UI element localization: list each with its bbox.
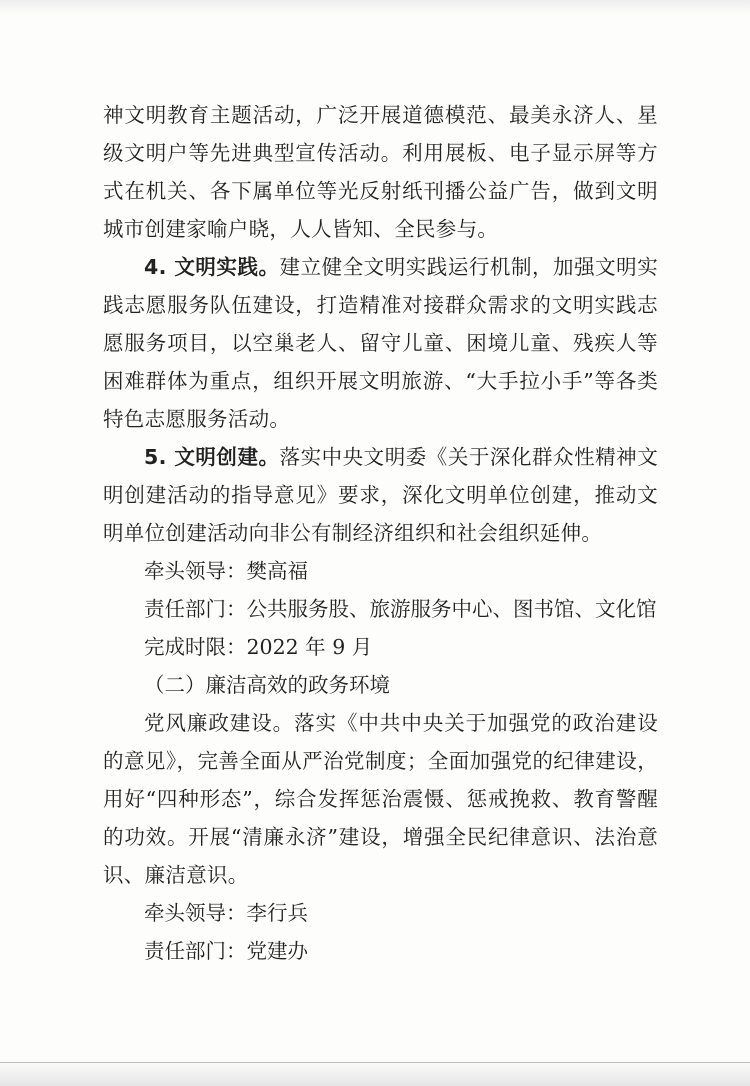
item-4-paragraph bbox=[103, 248, 658, 438]
scan-bottom-shadow bbox=[0, 1060, 750, 1086]
item-4-text: 建立健全文明实践运行机制，加强文明实践志愿服务队伍建设，打造精准对接群众需求的文明实践志愿服务项目，以空巢老人、留守儿童、困境儿童、残疾人等困难群体为重点，组织开展文明旅游、“大手拉小手”等各类特色志愿服务活动。 bbox=[103, 255, 658, 431]
paragraph-continuation: 神文明教育主题活动，广泛开展道德模范、最美永济人、星级文明户等先进典型宣传活动。利用展板、电子显示屏等方式在机关、各下属单位等光反射纸刊播公益广告，做到文明城市创建家喻户晓，人人皆知、全民参与。 bbox=[103, 103, 658, 241]
scan-bottom-line bbox=[0, 1062, 750, 1063]
lead-leader-1: 牵头领导：樊高福 bbox=[144, 559, 308, 583]
document-body bbox=[103, 96, 658, 970]
responsible-department-1: 责任部门：公共服务股、旅游服务中心、图书馆、文化馆 bbox=[144, 597, 657, 621]
section-2-paragraph: 党风廉政建设。落实《中共中央关于加强党的政治建设的意见》，完善全面从严治党制度；全面加强党的纪律建设，用好“四种形态”，综合发挥惩治震慑、惩戒挽救、教育警醒的功效。开展“清廉永济”建设，增强全民纪律意识、法治意识、廉洁意识。 bbox=[103, 711, 658, 887]
item-5-text: 落实中央文明委《关于深化群众性精神文明创建活动的指导意见》要求，深化文明单位创建，推动文明单位创建活动向非公有制经济组织和社会组织延伸。 bbox=[103, 445, 658, 545]
lead-leader-2: 牵头领导：李行兵 bbox=[144, 901, 308, 925]
responsible-department-2: 责任部门：党建办 bbox=[144, 939, 308, 963]
item-5-paragraph bbox=[103, 438, 658, 552]
scan-top-shadow bbox=[0, 0, 750, 14]
item-5-heading: 5. 文明创建。 bbox=[144, 445, 280, 469]
item-4-heading: 4. 文明实践。 bbox=[144, 255, 280, 279]
section-2-title: （二）廉洁高效的政务环境 bbox=[144, 673, 390, 697]
deadline-1: 完成时限：2022 年 9 月 bbox=[144, 635, 373, 659]
